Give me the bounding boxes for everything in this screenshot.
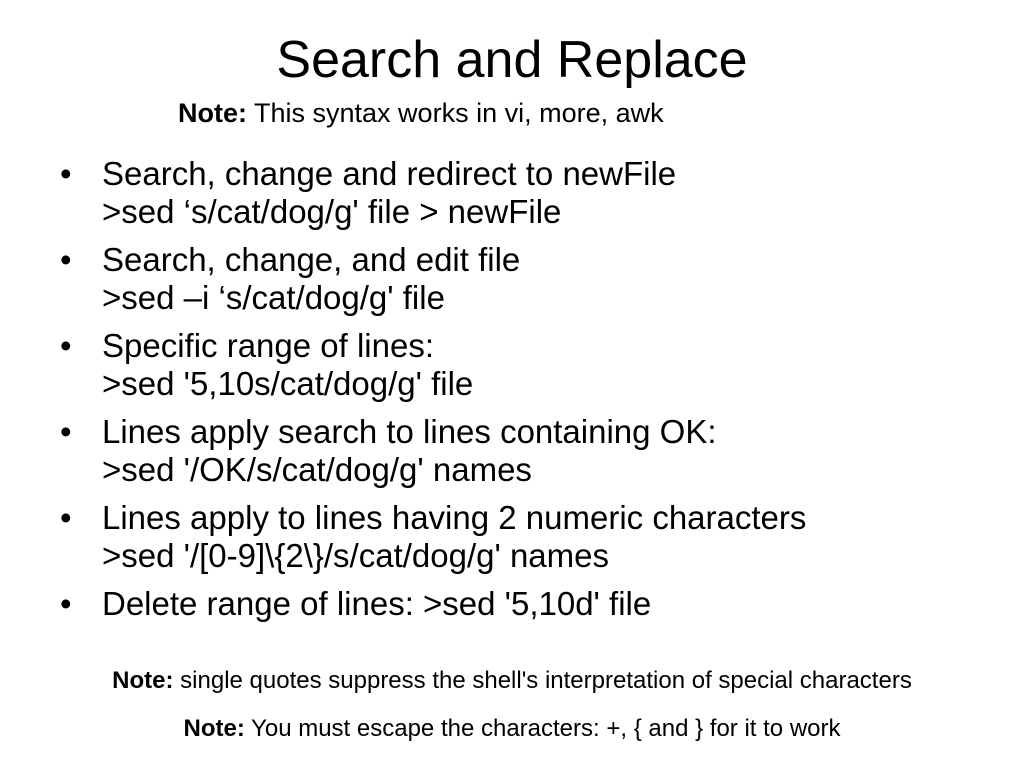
bullet-list [60,155,1010,633]
bullet-text: Search, change, and edit file [102,241,521,278]
bullet-icon: • [60,327,72,364]
quotes-footnote [0,666,1024,696]
note-label: Note: [178,98,247,128]
list-item [60,413,1010,489]
footnote-label: Note: [112,667,174,694]
bullet-command: >sed '/[0-9]\{2\}/s/cat/dog/g' names [102,537,610,574]
bullet-icon: • [60,585,72,622]
footnote-text: You must escape the characters: +, { and } for it to work [244,715,841,742]
list-item [60,499,1010,575]
list-item [60,241,1010,317]
bullet-text: Lines apply to lines having 2 numeric characters [102,499,807,536]
slide-title: Search and Replace [276,31,748,89]
bullet-text: Search, change and redirect to newFile [102,155,677,192]
bullet-icon: • [60,241,72,278]
list-item [60,585,1010,623]
bullet-icon: • [60,155,72,192]
bullet-text: Lines apply search to lines containing OK: [102,413,717,450]
list-item [60,155,1010,231]
bullet-command: >sed '/OK/s/cat/dog/g' names [102,451,532,488]
bullet-icon: • [60,413,72,450]
bullet-icon: • [60,499,72,536]
footnote-text: single quotes suppress the shell's interpretation of special characters [173,667,912,694]
escape-footnote [0,714,1024,744]
note-text: This syntax works in vi, more, awk [247,98,664,128]
bullet-text: Delete range of lines: >sed '5,10d' file [102,585,652,622]
bullet-command: >sed '5,10s/cat/dog/g' file [102,365,474,402]
footnote-label: Note: [183,715,245,742]
syntax-note [178,96,664,130]
list-item [60,327,1010,403]
bullet-text: Specific range of lines: [102,327,435,364]
bullet-command: >sed ‘s/cat/dog/g' file > newFile [102,193,562,230]
bullet-command: >sed –i ‘s/cat/dog/g' file [102,279,445,316]
